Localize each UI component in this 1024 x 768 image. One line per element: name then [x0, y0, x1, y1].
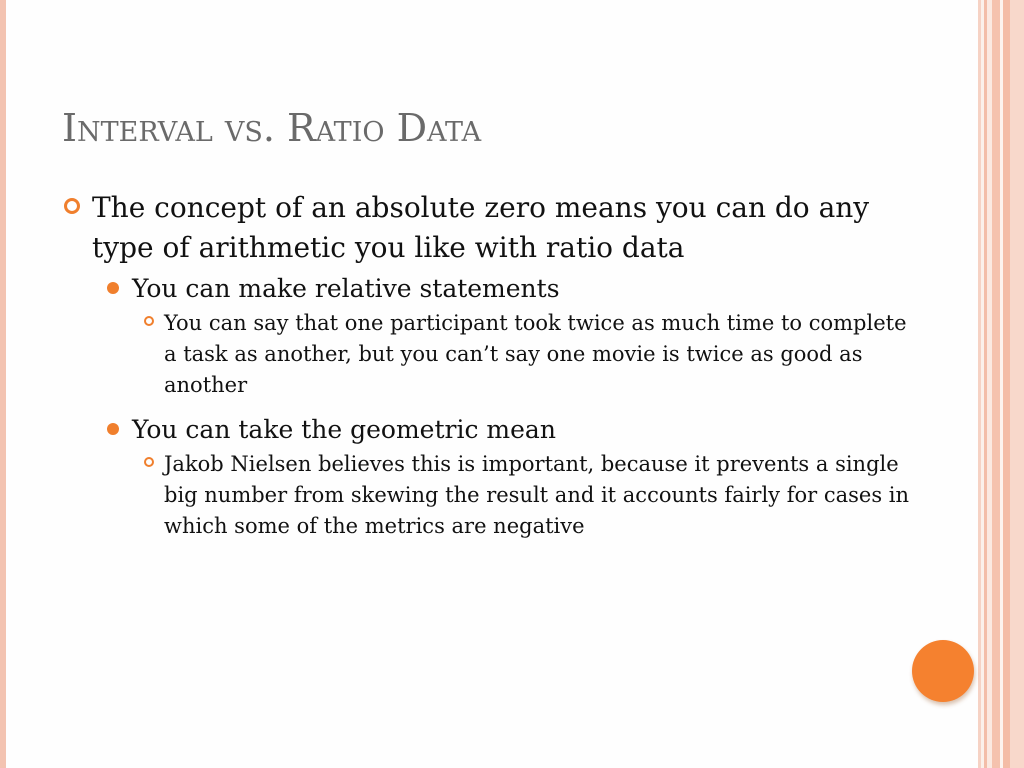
- bullet-level-2: [62, 413, 922, 447]
- bullet-text: Jakob Nielsen believes this is important, because it prevents a single big number from skewing the result and it accounts fairly for cases in which some of the metrics are negative: [164, 452, 910, 538]
- right-decorative-stripes: [978, 0, 1024, 768]
- decorative-circle: [912, 640, 974, 702]
- small-ring-bullet-icon: [144, 316, 154, 326]
- dot-bullet-icon: [107, 282, 119, 294]
- dot-bullet-icon: [107, 423, 119, 435]
- bullet-text: You can say that one participant took twice as much time to complete a task as another, but you can’t say one movie is twice as good as another: [164, 311, 907, 397]
- slide-content: [62, 188, 922, 542]
- bullet-level-3: [62, 308, 922, 401]
- small-ring-bullet-icon: [144, 457, 154, 467]
- bullet-text: The concept of an absolute zero means you can do any type of arithmetic you like with ratio data: [92, 191, 870, 264]
- ring-bullet-icon: [64, 198, 80, 214]
- slide-title: Interval vs. Ratio Data: [62, 106, 482, 150]
- bullet-text: You can take the geometric mean: [132, 415, 556, 444]
- left-border: [0, 0, 6, 768]
- bullet-level-2: [62, 272, 922, 306]
- bullet-level-1: [62, 188, 922, 268]
- bullet-text: You can make relative statements: [132, 274, 560, 303]
- bullet-level-3: [62, 449, 922, 542]
